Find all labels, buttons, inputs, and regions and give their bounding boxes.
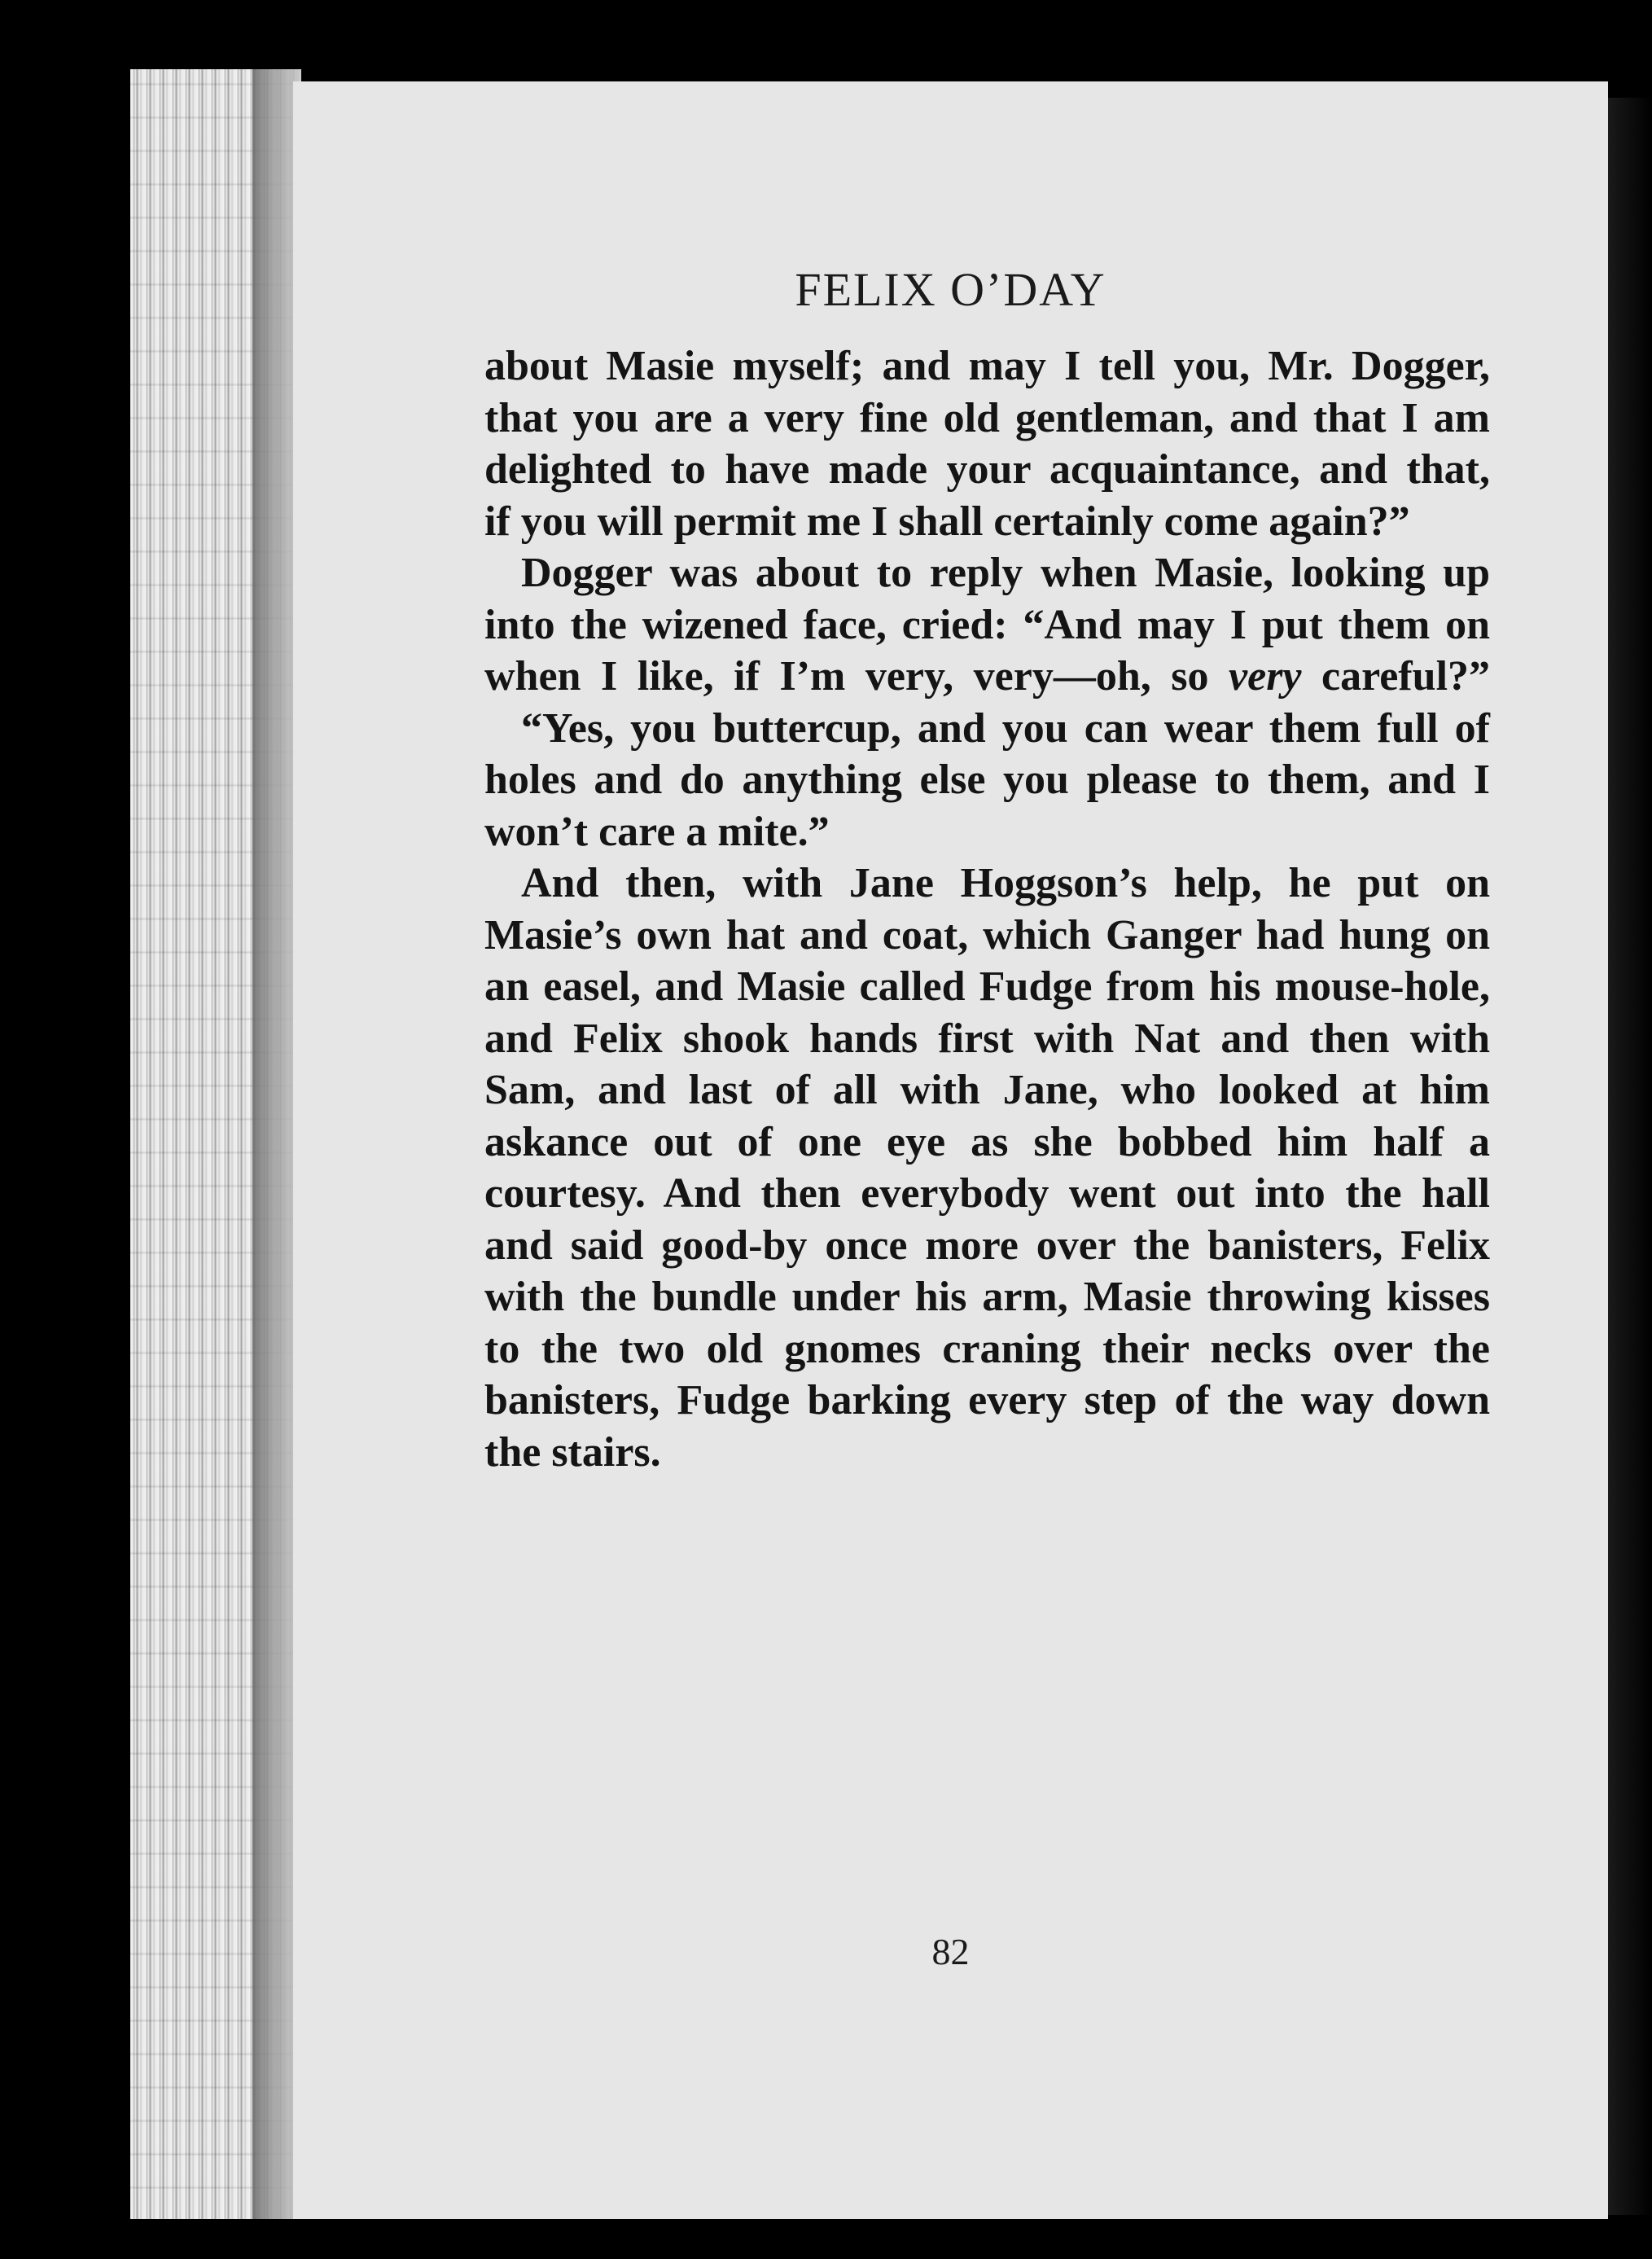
- text-line: and said good-by once more over the banisters, Felix: [484, 1222, 1490, 1269]
- text-line: that you are a very fine old gentleman, and that I am: [484, 394, 1490, 441]
- text-line: holes and do anything else you please to them, and I: [484, 757, 1490, 803]
- book-page-edges: [130, 69, 301, 2219]
- italic-word: very: [1229, 653, 1302, 700]
- text-line: askance out of one eye as she bobbed him half a: [484, 1118, 1490, 1165]
- text-line: to the two old gnomes craning their necks over the: [484, 1325, 1490, 1372]
- text-line: an easel, and Masie called Fudge from his mouse-hole,: [484, 963, 1490, 1010]
- text-line: banisters, Fudge barking every step of the way down: [484, 1377, 1490, 1423]
- text-line: “Yes, you buttercup, and you can wear them full of: [521, 704, 1490, 752]
- running-head: FELIX O’DAY: [795, 263, 1106, 316]
- body-text: [484, 340, 1490, 1478]
- text-line: [484, 651, 1490, 703]
- text-line: about Masie myself; and may I tell you, Mr. Dogger,: [484, 343, 1490, 389]
- page-number: 82: [931, 1931, 970, 1972]
- scan-right-border: [1608, 98, 1652, 2215]
- text-line: Sam, and last of all with Jane, who looked at him: [484, 1067, 1490, 1113]
- text-line: into the wizened face, cried: “And may I put them on: [484, 601, 1490, 648]
- text-line: Dogger was about to reply when Masie, looking up: [521, 550, 1490, 596]
- text-line: Masie’s own hat and coat, which Ganger had hung on: [484, 911, 1490, 958]
- text-line: won’t care a mite.”: [484, 808, 830, 855]
- text-line: delighted to have made your acquaintance, and that,: [484, 446, 1490, 493]
- text-line: with the bundle under his arm, Masie throwing kisses: [484, 1274, 1490, 1320]
- text-line: And then, with Jane Hoggson’s help, he put on: [521, 860, 1490, 906]
- text-fragment: careful?”: [1321, 653, 1491, 700]
- text-line: the stairs.: [484, 1428, 661, 1476]
- book-page: [293, 81, 1608, 2219]
- text-line: and Felix shook hands first with Nat and then with: [484, 1015, 1490, 1062]
- text-line: courtesy. And then everybody went out into the hall: [484, 1170, 1490, 1217]
- text-fragment: when I like, if I’m very, very—oh, so: [484, 653, 1209, 700]
- text-line: if you will permit me I shall certainly come again?”: [484, 498, 1410, 545]
